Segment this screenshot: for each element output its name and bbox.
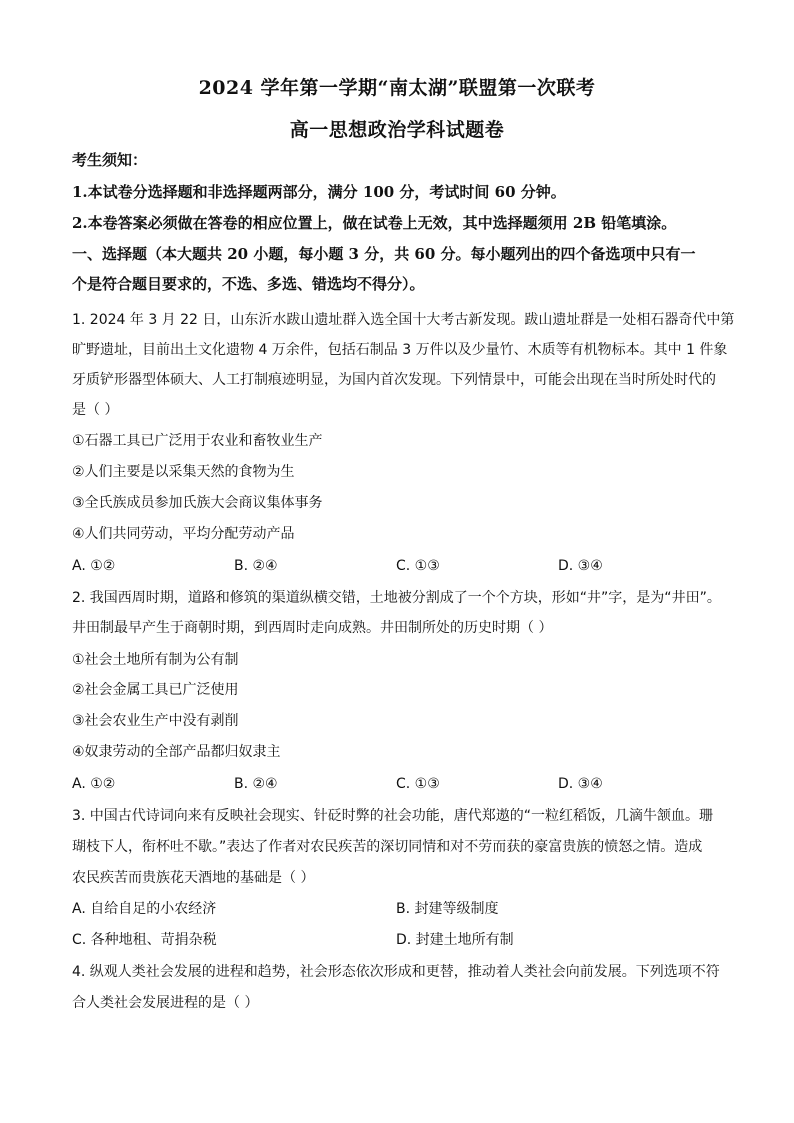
option-a: A. ①② [72,558,116,574]
question-statement: ④奴隶劳动的全部产品都归奴隶主 [72,744,281,760]
option-d: D. 封建土地所有制 [396,932,514,948]
question-stem-line: 井田制最早产生于商朝时期，到西周时走向成熟。井田制所处的历史时期（ ） [72,620,553,636]
exam-subtitle: 高一思想政治学科试题卷 [289,119,505,141]
exam-title: 2024 学年第一学期“南太湖”联盟第一次联考 [198,77,596,99]
question-stem-line: 4. 纵观人类社会发展的进程和趋势，社会形态依次形成和更替，推动着人类社会向前发展。下列选项不符 [72,964,720,980]
section-heading: 个是符合题目要求的，不选、多选、错选均不得分）。 [72,275,425,293]
question-stem-line: 合人类社会发展进程的是（ ） [72,995,259,1011]
notice-item: 1.本试卷分选择题和非选择题两部分，满分 100 分，考试时间 60 分钟。 [72,183,566,201]
option-a: A. 自给自足的小农经济 [72,901,217,917]
option-b: B. ②④ [234,558,278,574]
option-d: D. ③④ [558,776,603,792]
option-d: D. ③④ [558,558,603,574]
option-c: C. ①③ [396,558,440,574]
question-statement: ②社会金属工具已广泛使用 [72,682,239,698]
option-b: B. 封建等级制度 [396,901,499,917]
question-statement: ②人们主要是以采集天然的食物为生 [72,464,295,480]
notice-item: 2.本卷答案必须做在答卷的相应位置上，做在试卷上无效，其中选择题须用 2B 铅笔填涂。 [72,214,677,232]
question-stem-line: 是（ ） [72,402,119,418]
notice-heading: 考生须知： [72,151,148,169]
question-statement: ①社会土地所有制为公有制 [72,652,239,668]
question-statement: ③全氏族成员参加氏族大会商议集体事务 [72,495,323,511]
option-b: B. ②④ [234,776,278,792]
question-stem-line: 2. 我国西周时期，道路和修筑的渠道纵横交错，土地被分割成了一个个方块，形如“井”字，是为“井田”。 [72,590,721,606]
question-stem-line: 3. 中国古代诗词向来有反映社会现实、针砭时弊的社会功能，唐代郑遨的“一粒红稻饭，几滴牛颔血。珊 [72,808,714,824]
option-a: A. ①② [72,776,116,792]
question-stem-line: 瑚枝下人，衔杯吐不歇。”表达了作者对农民疾苦的深切同情和对不劳而获的豪富贵族的愤怒之情。造成 [72,839,703,855]
question-stem-line: 牙质铲形器型体硕大、人工打制痕迹明显，为国内首次发现。下列情景中，可能会出现在当时所处时代的 [72,372,716,388]
question-stem-line: 旷野遗址，目前出土文化遗物 4 万余件，包括石制品 3 万件以及少量竹、木质等有机物标本。其中 1 件象 [72,342,728,358]
question-statement: ①石器工具已广泛用于农业和畜牧业生产 [72,433,323,449]
option-c: C. ①③ [396,776,440,792]
question-statement: ③社会农业生产中没有剥削 [72,713,239,729]
question-stem-line: 1. 2024 年 3 月 22 日，山东沂水跋山遗址群入选全国十大考古新发现。跋山遗址群是一处相石器奇代中第 [72,312,735,328]
question-statement: ④人们共同劳动，平均分配劳动产品 [72,526,295,542]
option-c: C. 各种地租、苛捐杂税 [72,932,217,948]
question-stem-line: 农民疾苦而贵族花天酒地的基础是（ ） [72,870,315,886]
section-heading: 一、选择题（本大题共 20 小题，每小题 3 分，共 60 分。每小题列出的四个备选项中只有一 [72,245,696,263]
